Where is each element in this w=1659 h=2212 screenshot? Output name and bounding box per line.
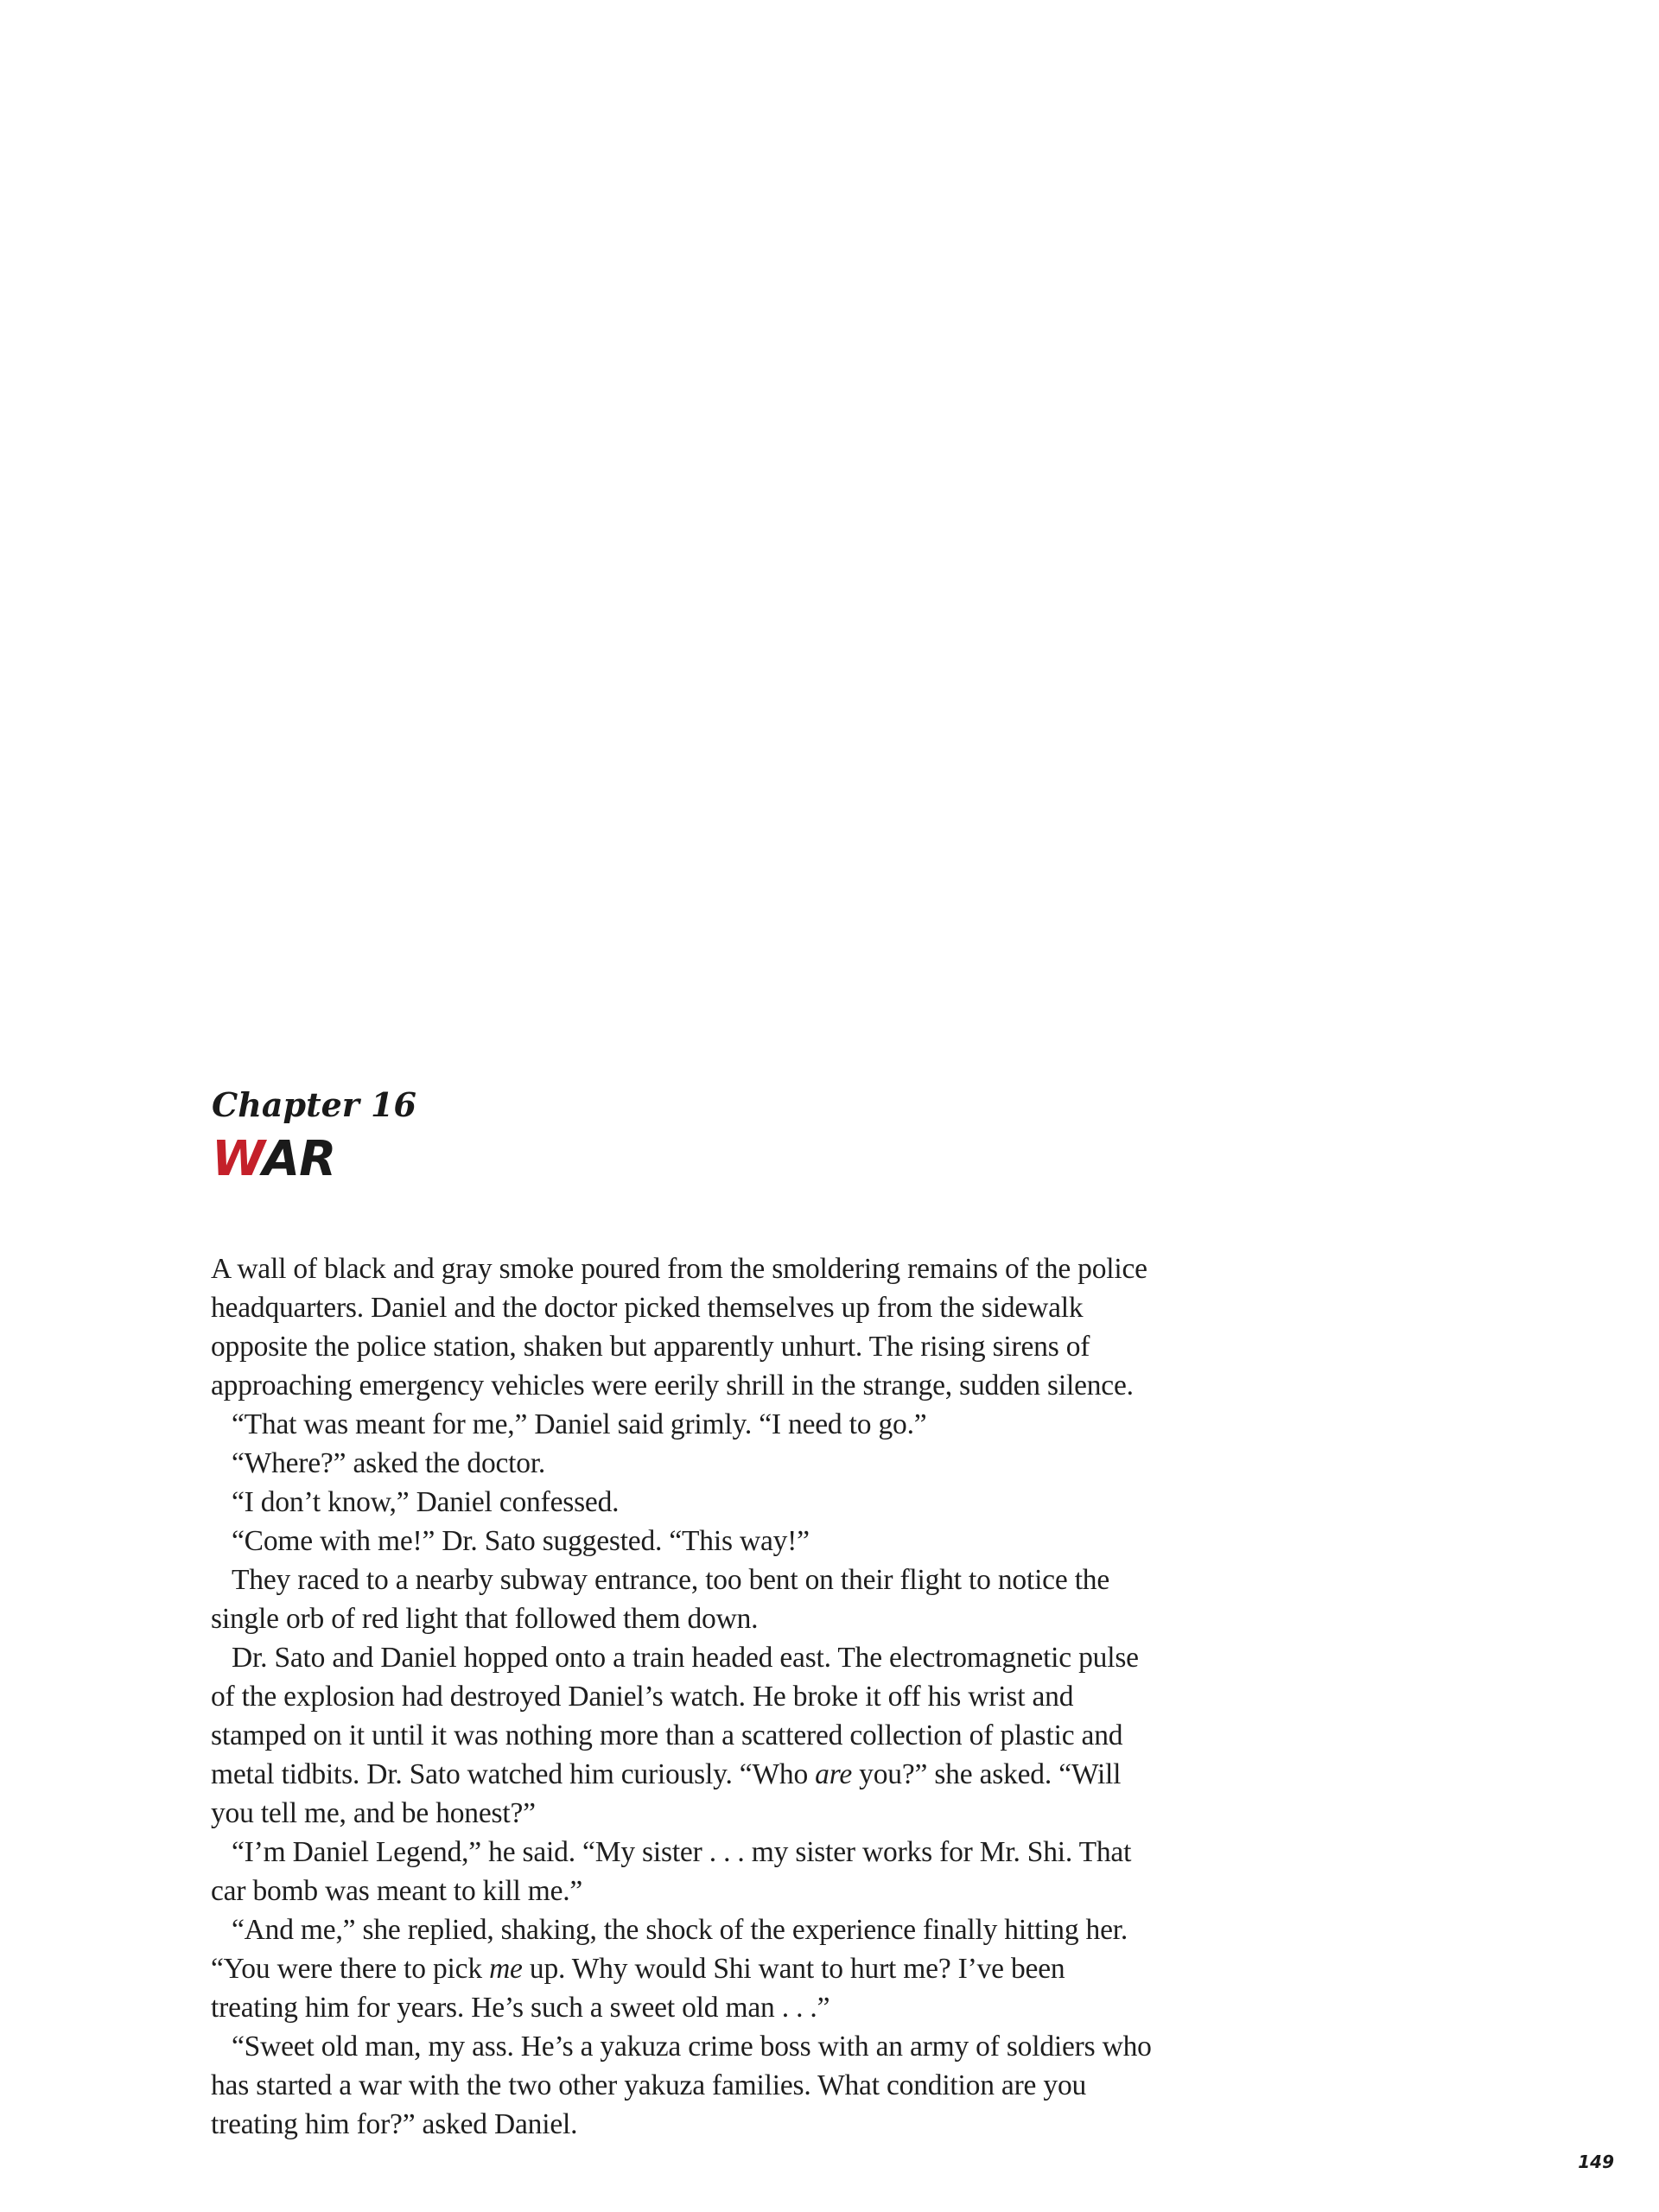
paragraph (211, 1833, 1157, 1910)
chapter-title (212, 1131, 1162, 1188)
paragraph (211, 1910, 1157, 2027)
paragraph-text: “Sweet old man, my ass. He’s a yakuza crime boss with an army of soldiers who has started a war with the two other yakuza families. What condition are you treating him for?” asked Daniel. (211, 2031, 1152, 2140)
chapter-body (211, 1249, 1157, 2144)
paragraph-text: “Where?” asked the doctor. (232, 1447, 546, 1479)
paragraph (211, 1483, 1157, 1522)
chapter-number: Chapter 16 (212, 1085, 416, 1124)
paragraph-text: “I don’t know,” Daniel confessed. (232, 1486, 620, 1518)
paragraph (211, 1560, 1157, 1638)
emphasis-text: me (489, 1953, 523, 1985)
paragraph (211, 1249, 1157, 1405)
paragraph (211, 1522, 1157, 1560)
paragraph-text: “I’m Daniel Legend,” he said. “My sister . . . my sister works for Mr. Shi. That car bomb was meant to kill me.” (211, 1836, 1132, 1907)
paragraph-text: up. Why would Shi want to hurt me? I’ve been treating him for years. He’s such a sweet old man . . .” (211, 1953, 1065, 2024)
page-number: 149 (1578, 2152, 1614, 2172)
paragraph-text: They raced to a nearby subway entrance, too bent on their flight to notice the single orb of red light that followed them down. (211, 1564, 1110, 1635)
paragraph-text: Dr. Sato and Daniel hopped onto a train headed east. The electromagnetic pulse of the explosion had destroyed Daniel’s watch. He broke it off his wrist and stamped on it until it was nothing more than a scattered collection of plastic and metal tidbits. Dr. Sato watched him curiously. “Who (211, 1642, 1139, 1790)
paragraph (211, 2027, 1157, 2144)
chapter-title-rest: AR (262, 1131, 336, 1187)
paragraph-text: A wall of black and gray smoke poured from the smoldering remains of the police headquarters. Daniel and the doctor picked themselves up from the sidewalk opposite the police station, shaken but apparently unhurt. The rising sirens of approaching emergency vehicles were eerily shrill in the strange, sudden silence. (211, 1253, 1147, 1402)
paragraph-text: you?” she asked. “Will you tell me, and be honest?” (211, 1758, 1122, 1829)
emphasis-text: are (815, 1758, 852, 1790)
paragraph (211, 1638, 1157, 1833)
paragraph (211, 1444, 1157, 1483)
chapter-heading (212, 1084, 1162, 1188)
paragraph (211, 1405, 1157, 1444)
paragraph-text: “And me,” she replied, shaking, the shock of the experience finally hitting her. “You were there to pick (211, 1914, 1128, 1985)
paragraph-text: “That was meant for me,” Daniel said grimly. “I need to go.” (232, 1408, 927, 1440)
paragraph-text: “Come with me!” Dr. Sato suggested. “This way!” (232, 1525, 810, 1557)
chapter-title-initial: W (212, 1131, 263, 1187)
